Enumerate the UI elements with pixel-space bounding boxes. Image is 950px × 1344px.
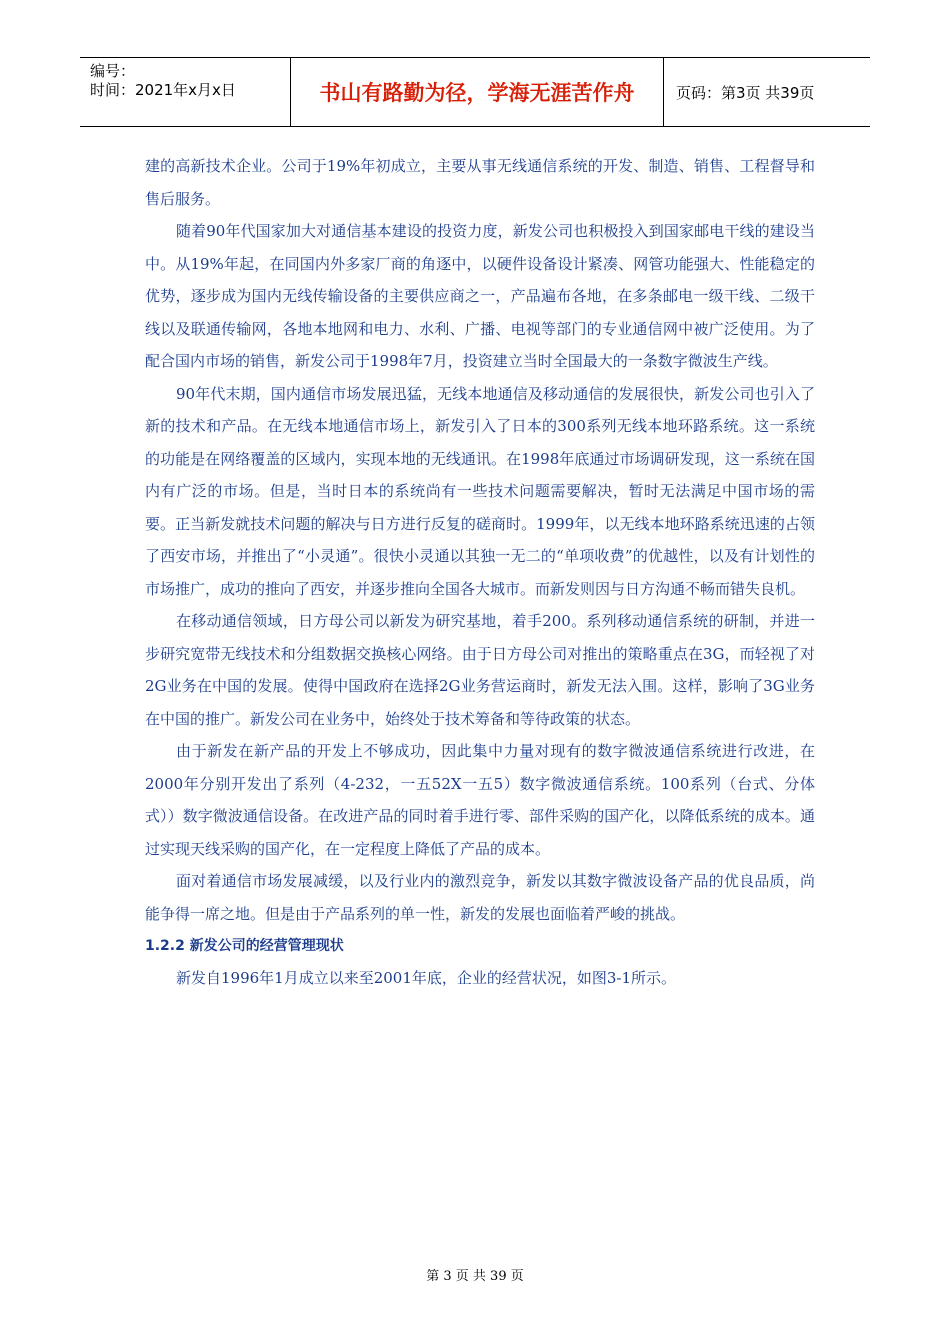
document-number-label: 编号：: [90, 62, 136, 80]
section-heading: 1.2.2 新发公司的经营管理现状: [145, 938, 344, 954]
page-header: [80, 57, 870, 127]
paragraph: 建的高新技术企业。公司于19%年初成立，主要从事无线通信系统的开发、制造、销售、工程督导和售后服务。: [145, 157, 815, 208]
paragraph: 90年代末期，国内通信市场发展迅猛，无线本地通信及移动通信的发展很快，新发公司也引入了新的技术和产品。在无线本地通信市场上，新发引入了日本的300系列无线本地环路系统。这一系统的功能是在网络覆盖的区域内，实现本地的无线通讯。在1998年底通过市场调研发现，这一系统在国内有广泛的市场。但是，当时日本的系统尚有一些技术问题需要解决，暂时无法满足中国市场的需要。正当新发就技术问题的解决与日方进行反复的磋商时。1999年，以无线本地环路系统迅速的占领了西安市场，并推出了“小灵通”。很快小灵通以其独一无二的“单项收费”的优越性，以及有计划性的市场推广，成功的推向了西安，并逐步推向全国各大城市。而新发则因与日方沟通不畅而错失良机。: [145, 384, 815, 598]
paragraph: 新发自1996年1月成立以来至2001年底，企业的经营状况，如图3-1所示。: [176, 969, 677, 987]
paragraph: 随着90年代国家加大对通信基本建设的投资力度，新发公司也积极投入到国家邮电干线的建设当中。从19%年起，在同国内外多家厂商的角逐中，以硬件设备设计紧凑、网管功能强大、性能稳定的优势，逐步成为国内无线传输设备的主要供应商之一，产品遍布各地，在多条邮电一级干线、二级干线以及联通传输网，各地本地网和电力、水利、广播、电视等部门的专业通信网中被广泛使用。为了配合国内市场的销售，新发公司于1998年7月，投资建立当时全国最大的一条数字微波生产线。: [145, 222, 815, 370]
header-page-info: 页码：第3页 共39页: [676, 83, 815, 102]
document-time-label: 时间：2021年x月x日: [90, 81, 236, 99]
paragraph: 由于新发在新产品的开发上不够成功，因此集中力量对现有的数字微波通信系统进行改进，在2000年分别开发出了系列（4-232，一五52X一五5）数字微波通信系统。100系列（台式、分体式））数字微波通信设备。在改进产品的同时着手进行零、部件采购的国产化，以降低系统的成本。通过实现天线采购的国产化，在一定程度上降低了产品的成本。: [145, 742, 815, 858]
document-body: [145, 150, 815, 995]
header-motto: 书山有路勤为径，学海无涯苦作舟: [291, 58, 664, 126]
page-footer: 第 3 页 共 39 页: [426, 1269, 524, 1284]
paragraph: 面对着通信市场发展减缓，以及行业内的激烈竞争，新发以其数字微波设备产品的优良品质，尚能争得一席之地。但是由于产品系列的单一性，新发的发展也面临着严峻的挑战。: [145, 872, 815, 923]
header-meta: [80, 58, 291, 126]
paragraph: 在移动通信领域，日方母公司以新发为研究基地，着手200。系列移动通信系统的研制，并进一步研究宽带无线技术和分组数据交换核心网络。由于日方母公司对推出的策略重点在3G，而轻视了对2G业务在中国的发展。使得中国政府在选择2G业务营运商时，新发无法入围。这样，影响了3G业务在中国的推广。新发公司在业务中，始终处于技术筹备和等待政策的状态。: [145, 612, 815, 728]
